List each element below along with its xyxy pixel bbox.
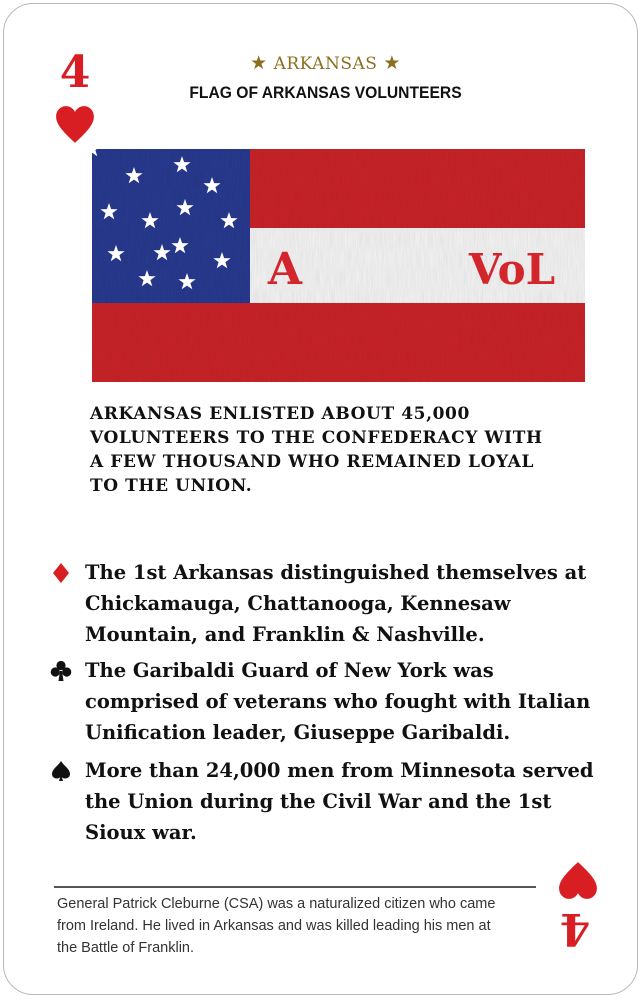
fact-line: Sioux war.	[85, 821, 197, 844]
corner-rank-bottom-right: 4	[559, 903, 591, 954]
playing-card	[3, 3, 638, 995]
footnote-line: General Patrick Cleburne (CSA) was a naturalized citizen who came	[57, 896, 496, 912]
star-icon: ★	[250, 52, 268, 74]
footnote-divider	[54, 886, 536, 888]
state-heading	[4, 52, 638, 74]
flag-letter-a: A	[267, 244, 303, 295]
intro-paragraph	[90, 402, 590, 498]
intro-line: A FEW THOUSAND WHO REMAINED LOYAL	[90, 452, 534, 472]
intro-line: ARKANSAS ENLISTED ABOUT 45,000	[90, 404, 470, 424]
fact-line: Mountain, and Franklin & Nashville.	[85, 623, 485, 646]
fact-line: More than 24,000 men from Minnesota served	[85, 759, 594, 782]
fact-line: The Garibaldi Guard of New York was	[85, 659, 494, 682]
footnote	[57, 893, 547, 959]
intro-line: TO THE UNION.	[90, 476, 253, 496]
state-name: ARKANSAS	[273, 54, 378, 74]
flag-title: FLAG OF ARKANSAS VOLUNTEERS	[189, 83, 462, 102]
fact-line: comprised of veterans who fought with Italian	[85, 690, 591, 713]
diamond-icon	[49, 561, 73, 585]
arkansas-volunteers-flag	[92, 149, 585, 382]
footnote-line: from Ireland. He lived in Arkansas and was killed leading his men at	[57, 918, 491, 934]
fact-line: The 1st Arkansas distinguished themselves at	[85, 561, 587, 584]
star-icon: ★	[383, 52, 401, 74]
flag-word-vol: VoL	[468, 245, 556, 294]
corner-rank-top-left: 4	[59, 47, 91, 98]
club-icon	[49, 659, 73, 683]
heart-icon	[557, 859, 599, 901]
footnote-line: the Battle of Franklin.	[57, 940, 195, 956]
fact-line: the Union during the Civil War and the 1st	[85, 790, 552, 813]
fact-line: Unification leader, Giuseppe Garibaldi.	[85, 721, 511, 744]
spade-icon	[49, 759, 73, 783]
heart-icon	[54, 104, 96, 146]
fact-line: Chickamauga, Chattanooga, Kennesaw	[85, 592, 511, 615]
intro-line: VOLUNTEERS TO THE CONFEDERACY WITH	[90, 428, 543, 448]
